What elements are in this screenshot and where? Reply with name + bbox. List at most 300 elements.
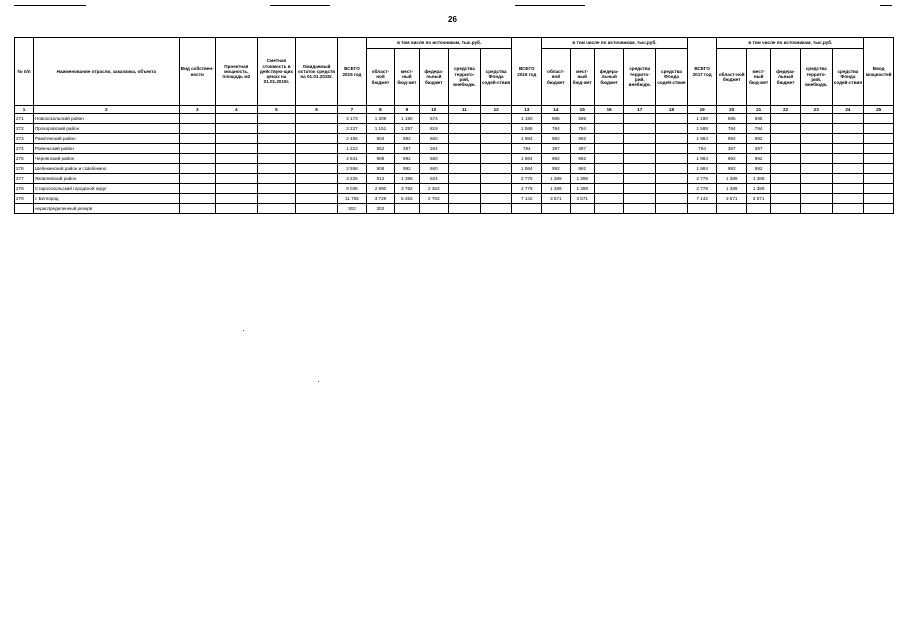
value-cell [656, 134, 688, 144]
value-cell: 595 [747, 114, 771, 124]
value-cell [832, 134, 864, 144]
table-row [15, 144, 894, 154]
value-cell: 1 389 [717, 174, 747, 184]
value-cell: 992 [717, 134, 747, 144]
value-cell: 2 456 [338, 134, 367, 144]
value-cell: 397 [717, 144, 747, 154]
empty-cell [295, 154, 337, 164]
value-cell: 1 389 [717, 184, 747, 194]
empty-cell [179, 124, 215, 134]
table-row [15, 124, 894, 134]
value-cell: 1 389 [747, 174, 771, 184]
value-cell: 794 [512, 144, 542, 154]
column-number: 21 [747, 106, 771, 114]
value-cell [480, 164, 512, 174]
empty-cell [257, 114, 295, 124]
value-cell: 1 389 [747, 184, 771, 194]
value-cell [800, 114, 832, 124]
header-name: Наименование отрасли, заказчика, объекта [34, 38, 180, 106]
value-cell [594, 124, 624, 134]
value-cell [800, 204, 832, 214]
value-cell [832, 184, 864, 194]
value-cell [656, 154, 688, 164]
column-number: 11 [449, 106, 481, 114]
value-cell: 992 [570, 134, 594, 144]
value-cell: 7 142 [512, 194, 542, 204]
value-cell: 3 729 [366, 194, 395, 204]
column-number: 19 [687, 106, 717, 114]
value-cell: 794 [747, 124, 771, 134]
header-sources-2016: в том числе по источникам, тыс.руб. [542, 38, 688, 49]
empty-cell [179, 164, 215, 174]
empty-cell [257, 164, 295, 174]
table-row [15, 114, 894, 124]
value-cell [624, 124, 656, 134]
value-cell: 1 190 [395, 114, 419, 124]
header-capacity: Проектная мощность, площадь м2 [215, 38, 257, 106]
column-number: 16 [594, 106, 624, 114]
header-territory-funds: средства террито-рий, внебюдж. [800, 49, 832, 106]
empty-cell [215, 144, 257, 154]
value-cell: 397 [747, 144, 771, 154]
value-cell: 660 [419, 134, 449, 144]
value-cell: 906 [366, 164, 395, 174]
empty-cell [864, 144, 894, 154]
value-cell: 912 [366, 174, 395, 184]
value-cell: 264 [419, 144, 449, 154]
value-cell: 1 151 [366, 124, 395, 134]
value-cell [832, 204, 864, 214]
value-cell: 9 035 [338, 184, 367, 194]
value-cell [449, 144, 481, 154]
value-cell [594, 154, 624, 164]
value-cell: 660 [419, 164, 449, 174]
value-cell: 992 [542, 134, 571, 144]
empty-cell [179, 114, 215, 124]
header-support-fund: средства Фонда содей-ствия [480, 49, 512, 106]
value-cell [594, 134, 624, 144]
empty-cell [215, 204, 257, 214]
value-cell: 1 309 [366, 114, 395, 124]
empty-cell [864, 154, 894, 164]
value-cell [594, 164, 624, 174]
header-regional-budget: област-ной бюджет [542, 49, 571, 106]
column-number: 1 [15, 106, 34, 114]
value-cell [624, 174, 656, 184]
empty-cell [257, 134, 295, 144]
value-cell [395, 204, 419, 214]
column-number: 3 [179, 106, 215, 114]
value-cell [594, 144, 624, 154]
top-rule-right [515, 5, 585, 6]
column-number: 24 [832, 106, 864, 114]
value-cell: 2 778 [687, 174, 717, 184]
value-cell [656, 194, 688, 204]
empty-cell [257, 184, 295, 194]
value-cell: 992 [747, 134, 771, 144]
header-support-fund: средства Фонда содей-ствия [656, 49, 688, 106]
value-cell [449, 194, 481, 204]
column-number: 2 [34, 106, 180, 114]
value-cell [594, 184, 624, 194]
header-territory-funds: средства террито-рий, внебюдж. [449, 49, 481, 106]
value-cell [542, 204, 571, 214]
empty-cell [215, 194, 257, 204]
value-cell [656, 114, 688, 124]
value-cell: 1 984 [512, 134, 542, 144]
row-number: 276 [15, 164, 34, 174]
value-cell [449, 204, 481, 214]
value-cell: 3 571 [717, 194, 747, 204]
empty-cell [179, 204, 215, 214]
column-number: 17 [624, 106, 656, 114]
value-cell [656, 164, 688, 174]
scan-dot [243, 330, 244, 331]
value-cell: 3 227 [338, 124, 367, 134]
value-cell: 1 984 [512, 154, 542, 164]
value-cell [771, 164, 801, 174]
row-number: 273 [15, 134, 34, 144]
value-cell: 3 571 [542, 194, 571, 204]
value-cell: 595 [717, 114, 747, 124]
row-number: 274 [15, 144, 34, 154]
value-cell [480, 154, 512, 164]
value-cell: 992 [717, 154, 747, 164]
row-number: 278 [15, 184, 34, 194]
value-cell: 1 984 [512, 164, 542, 174]
empty-cell [295, 134, 337, 144]
value-cell: 2 363 [419, 184, 449, 194]
header-total-2016: ВСЕГО 2016 год [512, 38, 542, 106]
top-rule-left [14, 5, 86, 6]
value-cell [771, 114, 801, 124]
value-cell: 1 588 [687, 124, 717, 134]
value-cell [747, 204, 771, 214]
top-rule-far [880, 5, 892, 6]
top-rule-mid [270, 5, 330, 6]
value-cell [624, 164, 656, 174]
value-cell [480, 114, 512, 124]
empty-cell [179, 154, 215, 164]
value-cell: 2 763 [419, 194, 449, 204]
value-cell: 1 588 [512, 124, 542, 134]
header-remaining: Ожидаемый остаток средств на 01.01.2015г. [295, 38, 337, 106]
value-cell: 397 [542, 144, 571, 154]
empty-cell [295, 164, 337, 174]
row-number: 275 [15, 154, 34, 164]
empty-cell [864, 184, 894, 194]
value-cell: 904 [366, 134, 395, 144]
value-cell [449, 164, 481, 174]
value-cell: 989 [366, 154, 395, 164]
empty-cell [179, 194, 215, 204]
value-cell: 992 [542, 164, 571, 174]
value-cell [800, 194, 832, 204]
header-federal-budget: федера-льный бюджет [419, 49, 449, 106]
value-cell [449, 134, 481, 144]
column-number: 10 [419, 106, 449, 114]
value-cell [624, 144, 656, 154]
value-cell [449, 184, 481, 194]
header-sources-2017: в том числе по источникам, тыс.руб. [717, 38, 864, 49]
value-cell [480, 184, 512, 194]
column-number: 6 [295, 106, 337, 114]
value-cell: 2 778 [512, 184, 542, 194]
value-cell: 1 190 [512, 114, 542, 124]
empty-cell [295, 204, 337, 214]
value-cell [771, 134, 801, 144]
column-number-row [15, 106, 894, 114]
value-cell: 1 389 [570, 184, 594, 194]
value-cell [800, 164, 832, 174]
empty-cell [864, 114, 894, 124]
column-number: 18 [656, 106, 688, 114]
value-cell [480, 174, 512, 184]
column-number: 20 [717, 106, 747, 114]
value-cell [656, 174, 688, 184]
row-name: Яковлевский район [34, 174, 180, 184]
header-local-budget: мест-ный бюд-жет [570, 49, 594, 106]
empty-cell [864, 204, 894, 214]
value-cell [480, 194, 512, 204]
empty-cell [215, 184, 257, 194]
value-cell [624, 114, 656, 124]
value-cell [594, 114, 624, 124]
value-cell [800, 134, 832, 144]
value-cell: 924 [419, 174, 449, 184]
value-cell [570, 204, 594, 214]
empty-cell [215, 114, 257, 124]
value-cell: 3 782 [395, 184, 419, 194]
column-number: 25 [864, 106, 894, 114]
value-cell [771, 194, 801, 204]
value-cell: 1 389 [542, 184, 571, 194]
value-cell: 1 257 [395, 124, 419, 134]
value-cell [800, 174, 832, 184]
empty-cell [295, 174, 337, 184]
value-cell: 1 223 [338, 144, 367, 154]
value-cell [449, 124, 481, 134]
table-row [15, 164, 894, 174]
row-name: Чернянский район [34, 154, 180, 164]
row-number [15, 204, 34, 214]
column-number: 7 [338, 106, 367, 114]
value-cell: 3 173 [338, 114, 367, 124]
empty-cell [295, 144, 337, 154]
value-cell: 1 984 [687, 164, 717, 174]
empty-cell [864, 194, 894, 204]
value-cell: 2 558 [338, 164, 367, 174]
row-name: нераспределенный резерв [34, 204, 180, 214]
empty-cell [179, 134, 215, 144]
value-cell: 794 [687, 144, 717, 154]
value-cell [449, 114, 481, 124]
value-cell: 794 [717, 124, 747, 134]
value-cell: 2 778 [687, 184, 717, 194]
value-cell [832, 154, 864, 164]
value-cell: 1 389 [570, 174, 594, 184]
empty-cell [215, 164, 257, 174]
row-name: Прохоровский район [34, 124, 180, 134]
value-cell [656, 144, 688, 154]
value-cell: 992 [395, 164, 419, 174]
header-total-2015: ВСЕГО 2015 год [338, 38, 367, 106]
value-cell [771, 204, 801, 214]
value-cell: 2 890 [366, 184, 395, 194]
value-cell [832, 164, 864, 174]
budget-table [14, 37, 894, 214]
value-cell: 3 571 [747, 194, 771, 204]
column-number: 12 [480, 106, 512, 114]
header-federal-budget: федера-льный бюджет [594, 49, 624, 106]
value-cell [771, 184, 801, 194]
row-name: Старооскольский городской округ [34, 184, 180, 194]
row-name: Шебекинский район и г.Шебекино [34, 164, 180, 174]
empty-cell [215, 134, 257, 144]
empty-cell [215, 154, 257, 164]
header-regional-budget: област-ной бюджет [366, 49, 395, 106]
row-name: г. Белгород [34, 194, 180, 204]
value-cell: 992 [542, 154, 571, 164]
empty-cell [295, 194, 337, 204]
value-cell: 3 225 [338, 174, 367, 184]
value-cell: 992 [747, 154, 771, 164]
column-number: 23 [800, 106, 832, 114]
column-number: 9 [395, 106, 419, 114]
value-cell [832, 114, 864, 124]
value-cell [771, 144, 801, 154]
value-cell: 595 [542, 114, 571, 124]
value-cell: 11 755 [338, 194, 367, 204]
value-cell: 302 [338, 204, 367, 214]
value-cell: 819 [419, 124, 449, 134]
empty-cell [257, 174, 295, 184]
empty-cell [257, 154, 295, 164]
value-cell [656, 204, 688, 214]
value-cell: 1 389 [542, 174, 571, 184]
column-number: 4 [215, 106, 257, 114]
header-commissioning: Ввод мощностей [864, 38, 894, 106]
column-number: 15 [570, 106, 594, 114]
empty-cell [295, 184, 337, 194]
value-cell [832, 124, 864, 134]
value-cell [771, 124, 801, 134]
empty-cell [864, 174, 894, 184]
column-number: 8 [366, 106, 395, 114]
value-cell: 1 389 [395, 174, 419, 184]
value-cell: 3 571 [570, 194, 594, 204]
empty-cell [257, 144, 295, 154]
value-cell: 674 [419, 114, 449, 124]
header-num: № п/п [15, 38, 34, 106]
header-territory-funds: средства террито-рий, внебюдж. [624, 49, 656, 106]
row-number: 272 [15, 124, 34, 134]
value-cell: 992 [747, 164, 771, 174]
header-total-2017: ВСЕГО 2017 год [687, 38, 717, 106]
value-cell: 397 [570, 144, 594, 154]
page-number: 26 [448, 15, 457, 24]
row-number: 277 [15, 174, 34, 184]
value-cell: 1 984 [687, 134, 717, 144]
value-cell [800, 184, 832, 194]
column-number: 5 [257, 106, 295, 114]
value-cell [717, 204, 747, 214]
row-number: 271 [15, 114, 34, 124]
header-regional-budget: област-ной бюджет [717, 49, 747, 106]
value-cell: 562 [366, 144, 395, 154]
value-cell: 302 [366, 204, 395, 214]
value-cell [832, 174, 864, 184]
value-cell: 992 [395, 154, 419, 164]
value-cell [800, 144, 832, 154]
value-cell: 595 [570, 114, 594, 124]
value-cell: 1 984 [687, 154, 717, 164]
empty-cell [864, 124, 894, 134]
header-local-budget: мест-ный бюд-жет [747, 49, 771, 106]
value-cell [624, 204, 656, 214]
value-cell [656, 124, 688, 134]
value-cell [480, 134, 512, 144]
value-cell [624, 184, 656, 194]
value-cell: 2 778 [512, 174, 542, 184]
value-cell [624, 134, 656, 144]
row-name: Новооскольский район [34, 114, 180, 124]
empty-cell [257, 204, 295, 214]
value-cell [832, 194, 864, 204]
value-cell: 5 263 [395, 194, 419, 204]
empty-cell [295, 124, 337, 134]
empty-cell [295, 114, 337, 124]
row-number: 279 [15, 194, 34, 204]
column-number: 14 [542, 106, 571, 114]
value-cell: 992 [395, 134, 419, 144]
value-cell [480, 144, 512, 154]
scan-dot [318, 381, 319, 382]
table-row [15, 194, 894, 204]
empty-cell [864, 164, 894, 174]
table-row [15, 184, 894, 194]
value-cell [800, 124, 832, 134]
value-cell [419, 204, 449, 214]
value-cell [800, 154, 832, 164]
value-cell [656, 184, 688, 194]
column-number: 13 [512, 106, 542, 114]
value-cell [594, 204, 624, 214]
value-cell [771, 154, 801, 164]
empty-cell [864, 134, 894, 144]
header-local-budget: мест-ный бюд-жет [395, 49, 419, 106]
value-cell: 660 [419, 154, 449, 164]
row-name: Ракитянский район [34, 134, 180, 144]
value-cell [480, 124, 512, 134]
value-cell: 794 [542, 124, 571, 134]
value-cell [832, 144, 864, 154]
empty-cell [179, 174, 215, 184]
empty-cell [179, 184, 215, 194]
value-cell: 397 [395, 144, 419, 154]
value-cell [594, 174, 624, 184]
column-number: 22 [771, 106, 801, 114]
table-row [15, 134, 894, 144]
value-cell [687, 204, 717, 214]
value-cell: 992 [570, 154, 594, 164]
empty-cell [215, 124, 257, 134]
empty-cell [179, 144, 215, 154]
value-cell [480, 204, 512, 214]
header-support-fund: средства Фонда содей-ствия [832, 49, 864, 106]
table-row [15, 154, 894, 164]
empty-cell [215, 174, 257, 184]
